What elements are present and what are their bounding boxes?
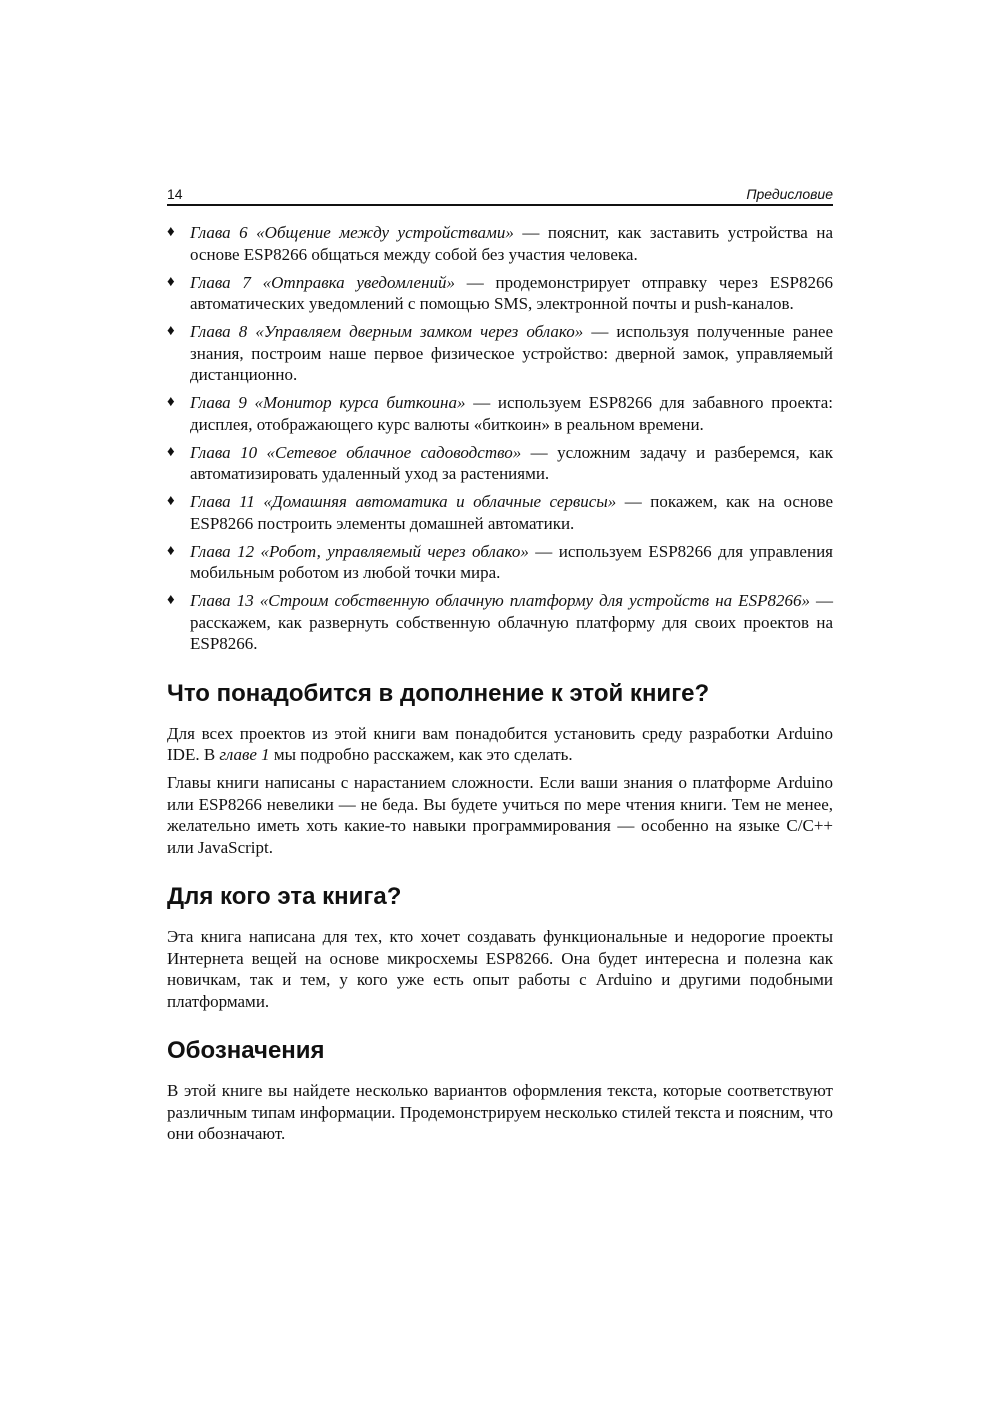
chapter-title: Глава 13 «Строим собственную облачную платформу для устройств на ESP8266» xyxy=(190,591,810,610)
diamond-bullet-icon: ♦ xyxy=(167,443,175,460)
chapter-description: — пояснит, как заставить устройства на основе ESP8266 общаться между собой без участия человека. xyxy=(190,223,833,264)
diamond-bullet-icon: ♦ xyxy=(167,273,175,290)
paragraph: Главы книги написаны с нарастанием сложности. Если ваши знания о платформе Arduino или ESP8266 невелики — не беда. Вы будете учиться по мере чтения книги. Тем не менее, желательно иметь хоть какие-то навыки программирования — особенно на языке C/C++ или JavaScript. xyxy=(167,773,833,857)
diamond-bullet-icon: ♦ xyxy=(167,493,175,509)
page-header xyxy=(167,186,833,206)
page-number: 14 xyxy=(167,186,183,202)
diamond-bullet-icon: ♦ xyxy=(167,224,175,240)
paragraph xyxy=(167,723,833,766)
chapter-title: Глава 10 «Сетевое облачное садоводство» xyxy=(190,442,522,462)
diamond-bullet-icon: ♦ xyxy=(167,592,175,608)
paragraph: Эта книга написана для тех, кто хочет создавать функциональные и недорогие проекты Интернета вещей на основе микросхемы ESP8266. Она будет интересна и полезна как новичкам, так и тем, у кого уже есть опыт работы с Arduino и другими подобными платформами. xyxy=(167,927,833,1011)
chapter-title: Глава 11 «Домашняя автоматика и облачные сервисы» xyxy=(190,492,617,511)
chapter-description: — покажем, как на основе ESP8266 построить элементы домашней автоматики. xyxy=(190,492,833,533)
chapter-title: Глава 8 «Управляем дверным замком через облако» xyxy=(190,322,584,341)
section-heading-requirements: Что понадобится в дополнение к этой книге? xyxy=(167,679,710,707)
diamond-bullet-icon: ♦ xyxy=(167,542,175,559)
text-run: Для всех проектов из этой книги вам понадобится установить среду разработки Arduino IDE. В xyxy=(167,723,833,764)
list-item xyxy=(167,321,833,386)
list-item xyxy=(167,590,833,655)
section-heading-conventions: Обозначения xyxy=(167,1037,325,1064)
chapter-list xyxy=(167,222,833,655)
list-item xyxy=(167,541,833,584)
list-item xyxy=(167,491,833,534)
text-run: мы подробно расскажем, как это сделать. xyxy=(269,745,573,764)
chapter-description: — расскажем, как развернуть собственную облачную платформу для своих проектов на ESP8266. xyxy=(190,591,834,653)
diamond-bullet-icon: ♦ xyxy=(167,323,175,339)
paragraph: В этой книге вы найдете несколько вариантов оформления текста, которые соответствуют различным типам информации. Продемонстрируем несколько стилей текста и поясним, что они обозначают. xyxy=(167,1081,833,1143)
running-title: Предисловие xyxy=(746,186,833,202)
chapter-description: — продемонстрирует отправку через ESP8266 автоматических уведомлений с помощью SMS, электронной почты и push-каналов. xyxy=(190,272,833,313)
chapter-title: Глава 12 «Робот, управляемый через облако» xyxy=(190,541,529,561)
chapter-description: — используем ESP8266 для управления мобильным роботом из любой точки мира. xyxy=(190,541,833,582)
chapter-title: Глава 6 «Общение между устройствами» xyxy=(190,223,514,242)
diamond-bullet-icon: ♦ xyxy=(167,394,175,410)
chapter-title: Глава 7 «Отправка уведомлений» xyxy=(190,272,456,292)
book-page xyxy=(167,186,833,1151)
chapter-description: — используя полученные ранее знания, построим наше первое физическое устройство: дверной замок, управляемый дистанционно. xyxy=(190,322,834,384)
chapter-title: Глава 9 «Монитор курса биткоина» xyxy=(190,393,466,412)
list-item xyxy=(167,272,833,315)
list-item xyxy=(167,442,833,485)
chapter-description: — усложним задачу и разберемся, как автоматизировать удаленный уход за растениями. xyxy=(190,442,833,483)
list-item xyxy=(167,222,833,265)
section-heading-audience: Для кого эта книга? xyxy=(167,883,402,910)
list-item xyxy=(167,392,833,435)
chapter-description: — используем ESP8266 для забавного проекта: дисплея, отображающего курс валюты «биткоин» в реальном времени. xyxy=(190,393,834,434)
emphasis: главе 1 xyxy=(219,745,270,764)
